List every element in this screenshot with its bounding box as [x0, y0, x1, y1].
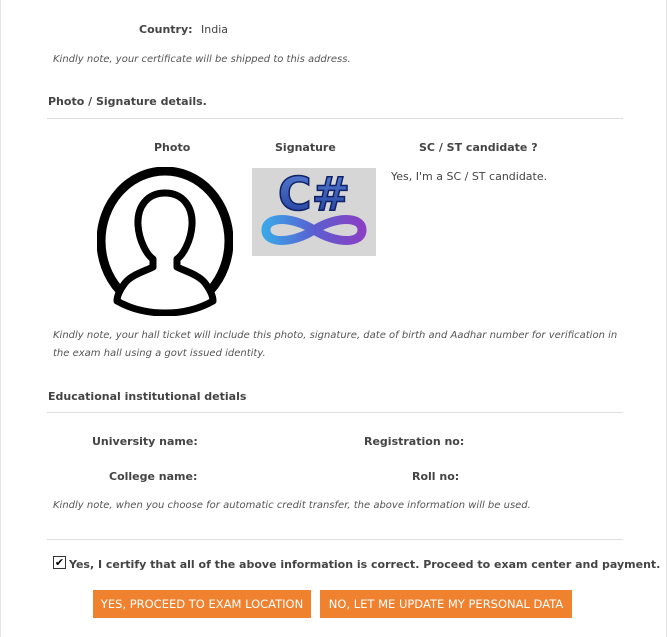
country-label: Country: — [139, 23, 193, 36]
college-name-label: College name: — [109, 470, 198, 483]
shipping-note: Kindly note, your certificate will be shipped to this address. — [53, 54, 351, 65]
education-section-divider — [47, 412, 623, 413]
signature-column-header: Signature — [275, 141, 336, 154]
hall-ticket-note-line2: the exam hall using a govt issued identity. — [53, 348, 266, 359]
certify-label[interactable]: Yes, I certify that all of the above information is correct. Proceed to exam center and payment. — [69, 558, 661, 571]
user-photo — [97, 167, 233, 316]
svg-text:C#: C# — [277, 168, 351, 221]
university-name-label: University name: — [92, 435, 198, 448]
update-personal-data-button[interactable]: NO, LET ME UPDATE MY PERSONAL DATA — [320, 590, 572, 618]
certify-checkbox[interactable]: ✔ — [54, 556, 65, 569]
roll-no-label: Roll no: — [412, 470, 460, 483]
sc-st-value: Yes, I'm a SC / ST candidate. — [391, 170, 548, 183]
csharp-logo-icon — [252, 168, 376, 256]
credit-transfer-note: Kindly note, when you choose for automatic credit transfer, the above information will be used. — [53, 500, 531, 511]
photo-section-divider — [47, 118, 623, 119]
hall-ticket-note-line1: Kindly note, your hall ticket will include this photo, signature, date of birth and Aadhar number for verification in — [53, 330, 618, 341]
country-value: India — [201, 23, 228, 36]
education-section-title: Educational institutional detials — [48, 390, 247, 403]
signature-image — [252, 168, 376, 256]
proceed-to-exam-location-button[interactable]: YES, PROCEED TO EXAM LOCATION — [93, 590, 311, 618]
avatar-icon — [97, 167, 233, 316]
photo-column-header: Photo — [154, 141, 191, 154]
sc-st-column-header: SC / ST candidate ? — [419, 141, 538, 154]
registration-no-label: Registration no: — [364, 435, 465, 448]
certify-divider — [47, 539, 623, 540]
photo-section-title: Photo / Signature details. — [48, 95, 207, 108]
